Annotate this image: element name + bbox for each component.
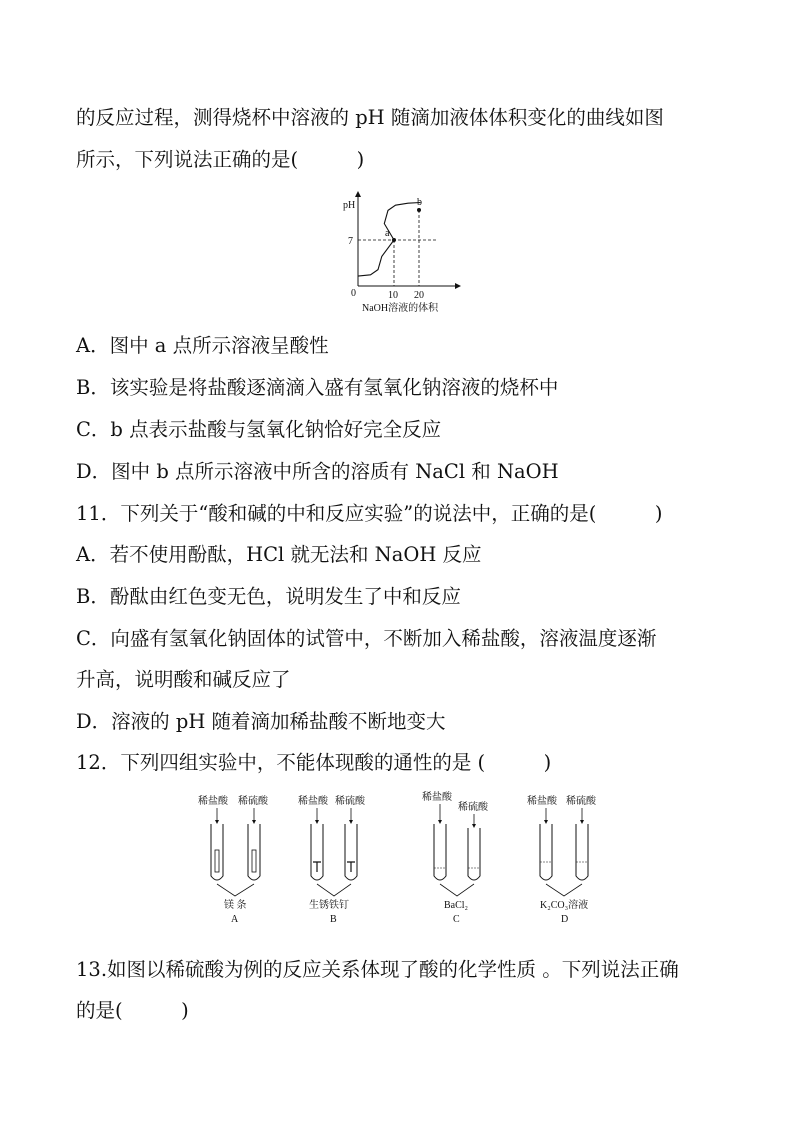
x-axis-label: NaOH溶液的体积 [362,303,439,314]
x-tick-10: 10 [388,290,398,301]
d-letter: D [561,914,569,925]
experiment-c [422,790,489,925]
c-left-acid-label: 稀盐酸 [422,792,452,803]
b-reagent-label: 生锈铁钉 [309,900,349,911]
origin-label: 0 [351,288,356,299]
a-left-tube [211,824,223,880]
q11-option-c-line1: C．向盛有氢氧化钠固体的试管中，不断加入稀盐酸，溶液温度逐渐 [76,627,657,650]
c-left-tube [434,824,446,880]
experiment-a [198,794,269,925]
point-a-label: a [385,228,390,239]
c-right-acid-label: 稀硫酸 [458,802,488,813]
q13-stem-line1: 13.如图以稀硫酸为例的反应关系体现了酸的化学性质 。下列说法正确 [76,958,679,981]
q10-option-d: D．图中 b 点所示溶液中所含的溶质有 NaCl 和 NaOH [76,460,559,483]
c-letter: C [453,914,460,925]
c-right-tube [468,828,480,880]
experiment-b [298,794,366,925]
point-b-label: b [417,197,422,208]
x-tick-20: 20 [414,290,424,301]
a-letter: A [231,914,239,925]
q11-option-d: D．溶液的 pH 随着滴加稀盐酸不断地变大 [76,710,446,733]
c-reagent-label: BaCl₂ [444,900,469,911]
d-right-tube [576,824,588,880]
d-right-acid-label: 稀硫酸 [566,796,596,807]
point-a-dot [392,238,396,242]
q10-option-a: A．图中 a 点所示溶液呈酸性 [76,334,329,357]
a-left-acid-label: 稀盐酸 [198,796,228,807]
q11-option-c-line2: 升高，说明酸和碱反应了 [76,668,291,691]
y-axis-label: pH [343,200,356,211]
q10-option-b: B．该实验是将盐酸逐滴滴入盛有氢氧化钠溶液的烧杯中 [76,376,559,399]
test-tube-experiments [180,788,620,928]
d-reagent-label: K₂CO₃溶液 [540,900,589,911]
y-tick-7: 7 [348,236,353,247]
q10-stem-line2: 所示，下列说法正确的是( ) [76,148,365,171]
q10-stem-line1: 的反应过程，测得烧杯中溶液的 pH 随滴加液体体积变化的曲线如图 [76,106,664,129]
experiment-d [527,794,597,925]
q11-stem: 11．下列关于“酸和碱的中和反应实验”的说法中，正确的是( ) [76,502,663,525]
d-left-tube [540,824,552,880]
b-left-acid-label: 稀盐酸 [298,796,328,807]
d-left-acid-label: 稀盐酸 [527,796,557,807]
a-right-tube [248,824,260,880]
q13-stem-line2: 的是( ) [76,999,189,1022]
q11-option-a: A．若不使用酚酞，HCl 就无法和 NaOH 反应 [76,543,482,566]
a-reagent-label: 镁 条 [224,900,247,911]
ph-curve-graph [330,186,470,318]
q10-option-c: C．b 点表示盐酸与氢氧化钠恰好完全反应 [76,418,442,441]
b-right-acid-label: 稀硫酸 [335,796,365,807]
q12-stem: 12．下列四组实验中，不能体现酸的通性的是 ( ) [76,751,552,774]
point-b-dot [417,208,421,212]
q11-option-b: B．酚酞由红色变无色，说明发生了中和反应 [76,585,461,608]
ph-curve-line [358,203,421,277]
b-letter: B [330,914,337,925]
a-right-acid-label: 稀硫酸 [238,796,268,807]
